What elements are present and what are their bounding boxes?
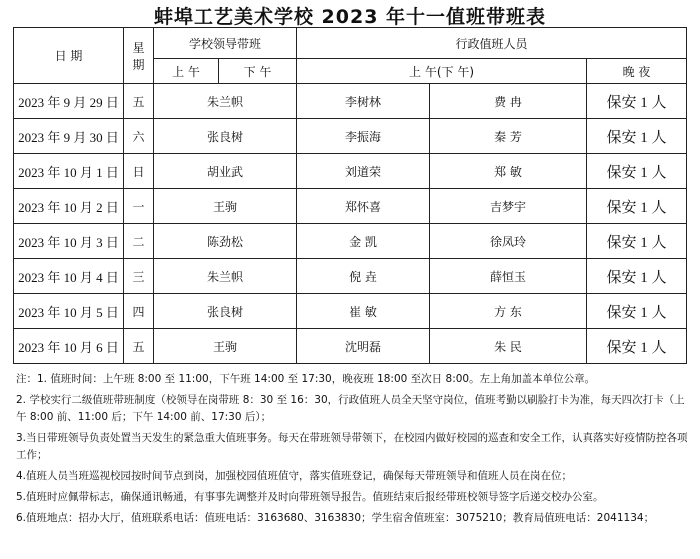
night-cell: 保安 1 人 [587, 294, 687, 329]
night-cell: 保安 1 人 [587, 84, 687, 119]
staff-cell-1: 郑怀喜 [297, 189, 430, 224]
staff-cell-1: 李振海 [297, 119, 430, 154]
date-cell: 2023 年 10 月 1 日 [14, 154, 124, 189]
header-date: 日 期 [14, 28, 124, 84]
leader-cell: 朱兰帜 [154, 259, 297, 294]
date-cell: 2023 年 10 月 3 日 [14, 224, 124, 259]
header-row-1 [14, 28, 687, 59]
duty-table [13, 27, 687, 364]
header-weekday-line1: 星 [132, 40, 145, 55]
table-row [14, 294, 687, 329]
header-night: 晚 夜 [587, 59, 687, 84]
table-row [14, 154, 687, 189]
leader-cell: 张良树 [154, 119, 297, 154]
night-cell: 保安 1 人 [587, 259, 687, 294]
staff-cell-2: 朱 民 [430, 329, 587, 364]
header-weekday-line2: 期 [132, 57, 145, 72]
staff-cell-1: 倪 垚 [297, 259, 430, 294]
table-row [14, 119, 687, 154]
date-cell: 2023 年 10 月 4 日 [14, 259, 124, 294]
weekday-cell: 四 [124, 294, 154, 329]
date-cell: 2023 年 10 月 5 日 [14, 294, 124, 329]
staff-cell-1: 李树林 [297, 84, 430, 119]
table-row [14, 84, 687, 119]
header-leader-group: 学校领导带班 [154, 28, 297, 59]
date-cell: 2023 年 10 月 6 日 [14, 329, 124, 364]
notes-section [16, 371, 688, 531]
date-cell: 2023 年 9 月 30 日 [14, 119, 124, 154]
note-3: 3.当日带班领导负责处置当天发生的紧急重大值班事务。每天在带班领导带领下，在校园内做好校园的巡查和安全工作，认真落实好疫情防控各项工作； [16, 432, 688, 461]
leader-cell: 王驹 [154, 189, 297, 224]
note-2: 2. 学校实行二级值班带班制度（校领导在岗带班 8：30 至 16：30，行政值班人员全天坚守岗位，值班考勤以刷脸打卡为准，每天四次打卡（上午 8:00 前、11:00 后；下午 14:00 前、17:30 后）； [16, 394, 685, 423]
table-row [14, 259, 687, 294]
night-cell: 保安 1 人 [587, 154, 687, 189]
leader-cell: 朱兰帜 [154, 84, 297, 119]
weekday-cell: 六 [124, 119, 154, 154]
date-cell: 2023 年 9 月 29 日 [14, 84, 124, 119]
staff-cell-2: 徐凤玲 [430, 224, 587, 259]
weekday-cell: 五 [124, 329, 154, 364]
header-leader-pm: 下 午 [219, 59, 297, 84]
leader-cell: 张良树 [154, 294, 297, 329]
page-title: 蚌埠工艺美术学校 2023 年十一值班带班表 [153, 6, 547, 28]
table-row [14, 329, 687, 364]
staff-cell-2: 薛恒玉 [430, 259, 587, 294]
header-leader-am: 上 午 [154, 59, 219, 84]
header-admin-ampm: 上 午(下 午) [297, 59, 587, 84]
note-5: 5.值班时应佩带标志，确保通讯畅通，有事事先调整并及时向带班领导报告。值班结束后报经带班校领导签字后递交校办公室。 [16, 491, 604, 503]
leader-cell: 王驹 [154, 329, 297, 364]
night-cell: 保安 1 人 [587, 329, 687, 364]
staff-cell-2: 郑 敏 [430, 154, 587, 189]
night-cell: 保安 1 人 [587, 189, 687, 224]
staff-cell-1: 刘道荣 [297, 154, 430, 189]
weekday-cell: 三 [124, 259, 154, 294]
night-cell: 保安 1 人 [587, 224, 687, 259]
note-1: 注：1. 值班时间：上午班 8:00 至 11:00，下午班 14:00 至 17:30，晚夜班 18:00 至次日 8:00。左上角加盖本单位公章。 [16, 373, 596, 385]
weekday-cell: 一 [124, 189, 154, 224]
weekday-cell: 五 [124, 84, 154, 119]
night-cell: 保安 1 人 [587, 119, 687, 154]
date-cell: 2023 年 10 月 2 日 [14, 189, 124, 224]
leader-cell: 胡业武 [154, 154, 297, 189]
header-weekday [124, 28, 154, 84]
note-6: 6.值班地点：招办大厅，值班联系电话：值班电话：3163680、3163830；学生宿舍值班室：3075210；教育局值班电话：2041134； [16, 512, 655, 524]
staff-cell-2: 吉梦宇 [430, 189, 587, 224]
staff-cell-2: 费 冉 [430, 84, 587, 119]
staff-cell-1: 崔 敏 [297, 294, 430, 329]
note-4: 4.值班人员当班巡视校园按时间节点到岗，加强校园值班值守，落实值班登记，确保每天带班领导和值班人员在岗在位； [16, 470, 573, 482]
weekday-cell: 二 [124, 224, 154, 259]
leader-cell: 陈劲松 [154, 224, 297, 259]
table-row [14, 189, 687, 224]
header-admin-group: 行政值班人员 [297, 28, 687, 59]
staff-cell-1: 金 凯 [297, 224, 430, 259]
staff-cell-2: 秦 芳 [430, 119, 587, 154]
weekday-cell: 日 [124, 154, 154, 189]
table-row [14, 224, 687, 259]
staff-cell-2: 方 东 [430, 294, 587, 329]
staff-cell-1: 沈明磊 [297, 329, 430, 364]
